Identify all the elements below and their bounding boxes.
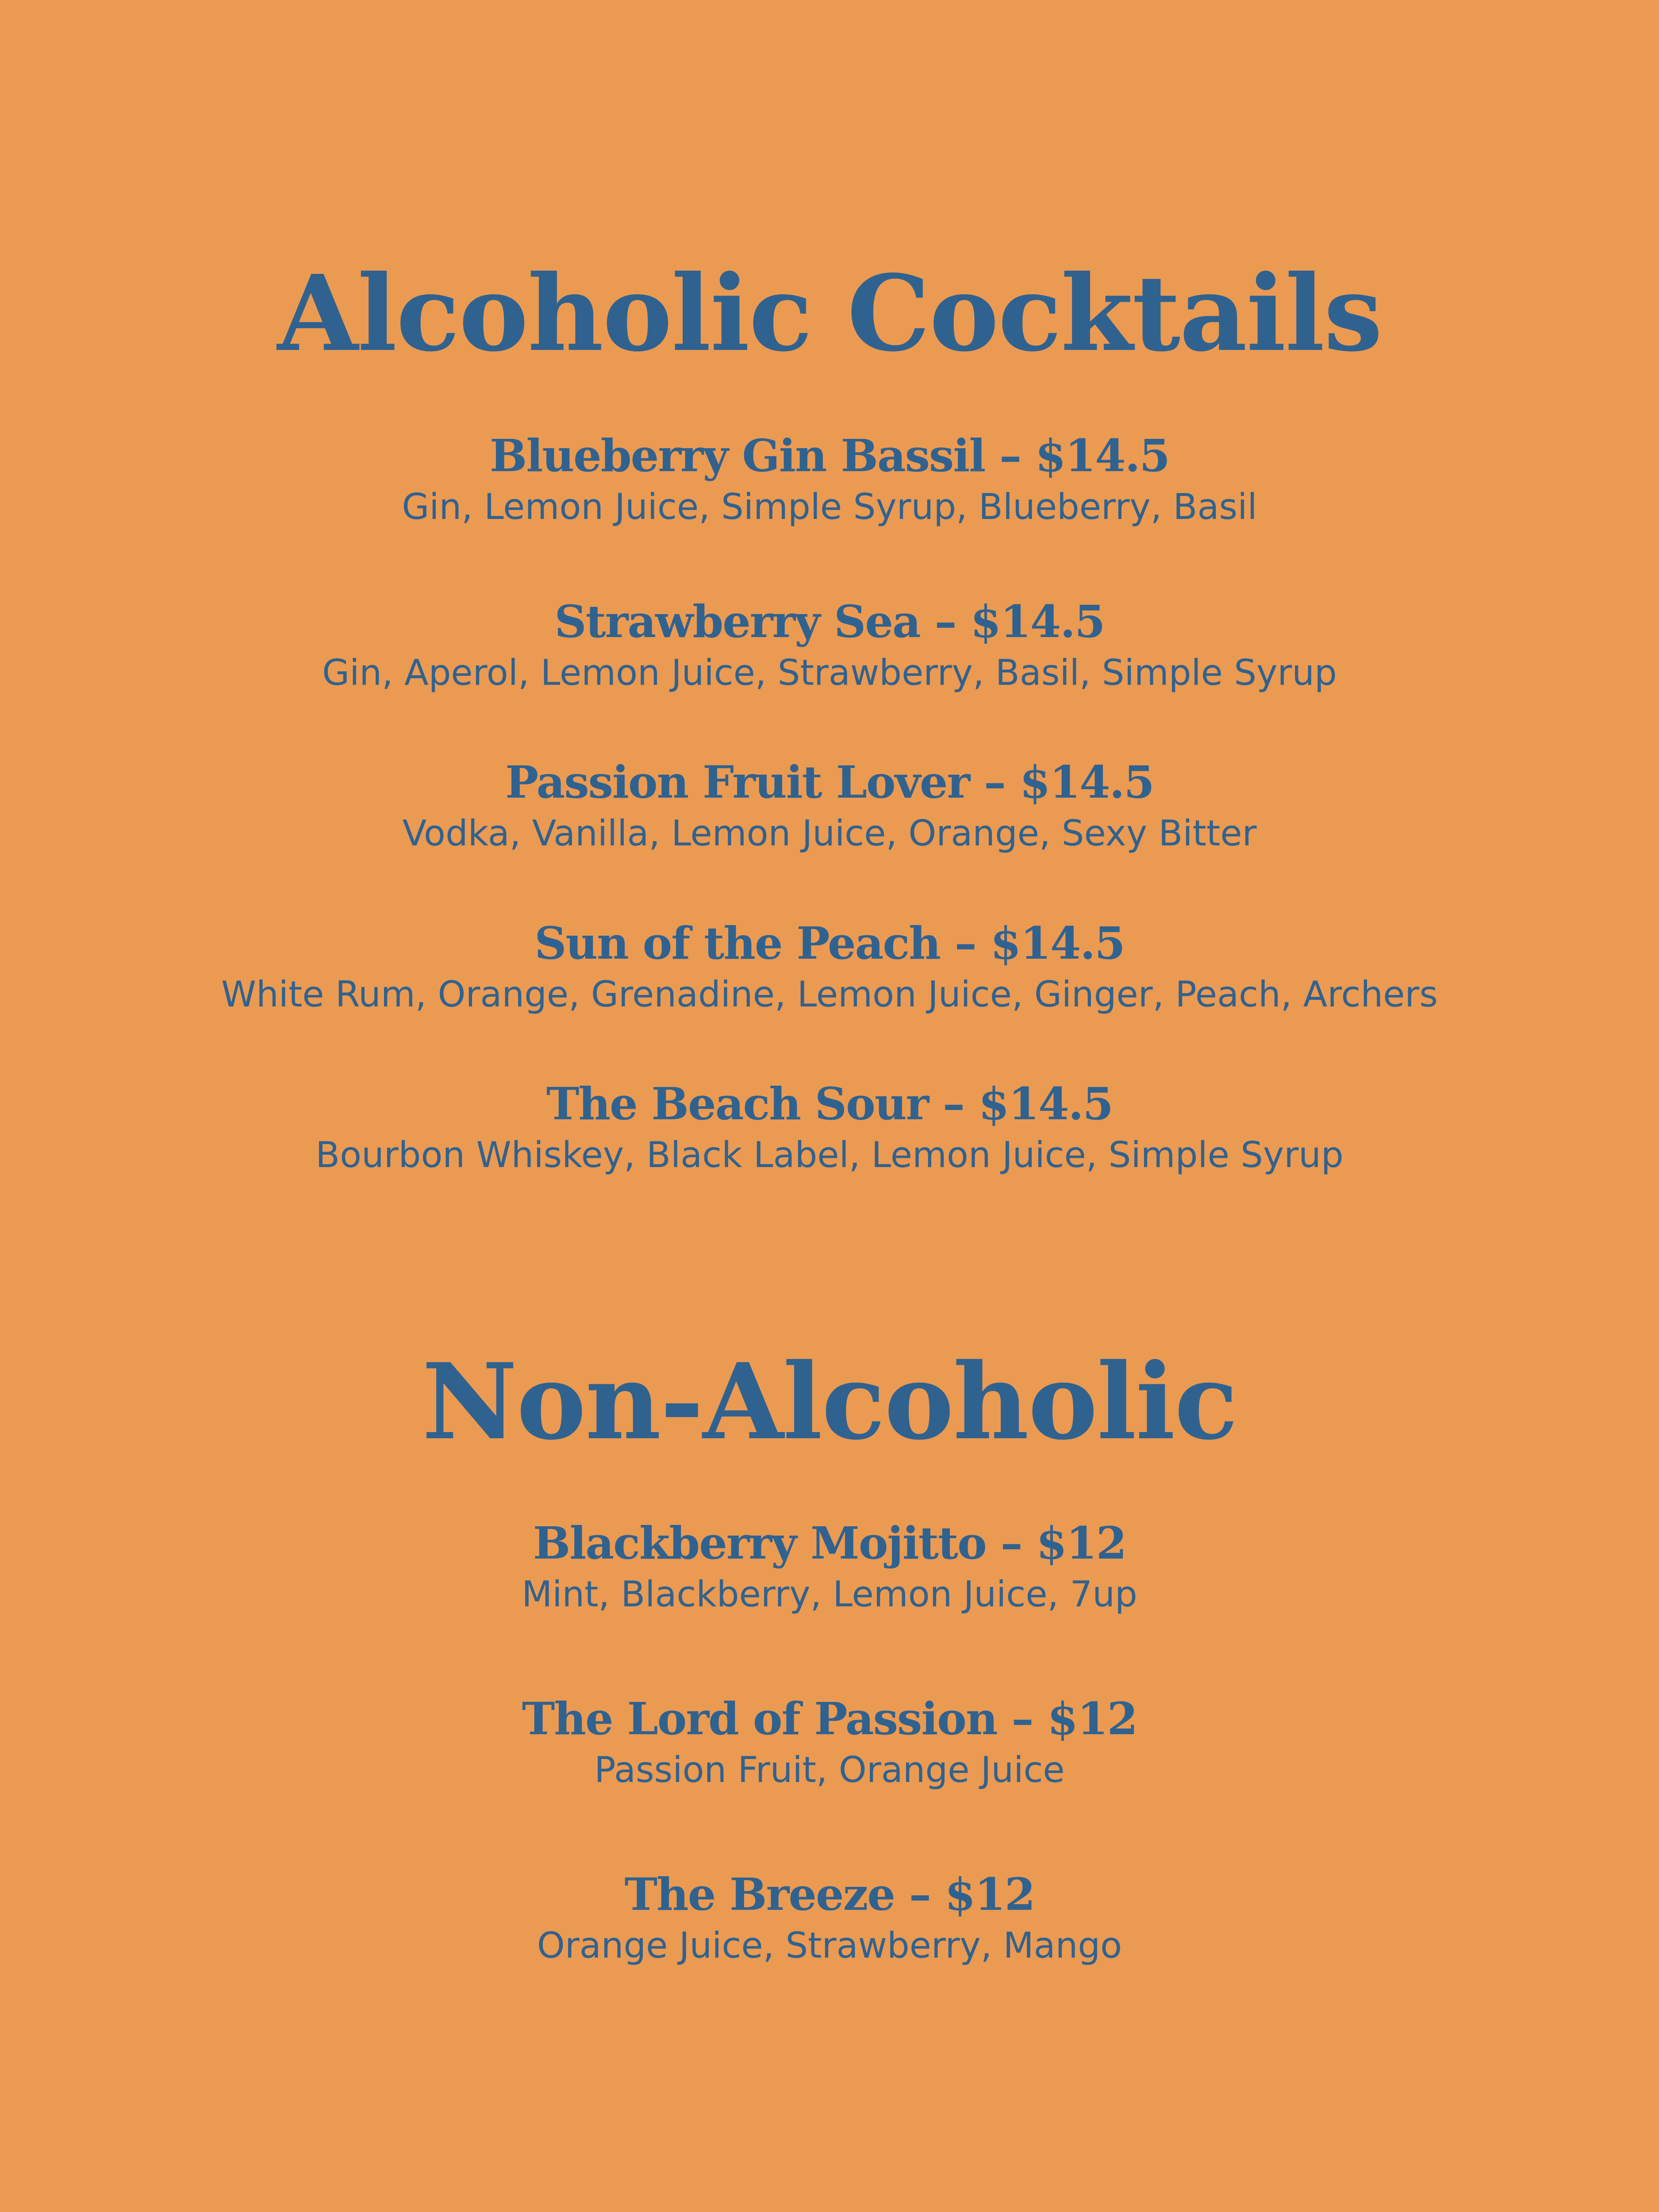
alcoholic-section <box>0 252 1659 375</box>
price-separator: – <box>969 756 1020 808</box>
section-title-non-alcoholic: Non-Alcoholic <box>422 1340 1237 1463</box>
price-separator: – <box>928 1078 979 1130</box>
section-title-alcoholic: Alcoholic Cocktails <box>277 252 1382 375</box>
menu-item <box>0 595 1659 693</box>
item-name: Blackberry Mojitto <box>533 1517 986 1569</box>
menu-item <box>0 1517 1659 1615</box>
item-name: Strawberry Sea <box>554 595 920 648</box>
item-name: The Lord of Passion <box>522 1693 997 1745</box>
price-separator: – <box>940 917 991 969</box>
item-ingredients: Gin, Lemon Juice, Simple Syrup, Blueberry, Basil <box>402 486 1257 527</box>
item-name: Passion Fruit Lover <box>505 756 970 808</box>
menu-item <box>0 1078 1659 1175</box>
item-ingredients: White Rum, Orange, Grenadine, Lemon Juice, Ginger, Peach, Archers <box>221 974 1438 1015</box>
item-ingredients: Bourbon Whiskey, Black Label, Lemon Juice, Simple Syrup <box>315 1134 1344 1175</box>
menu-item <box>0 756 1659 854</box>
non-alcoholic-section <box>0 1340 1659 1463</box>
item-ingredients: Gin, Aperol, Lemon Juice, Strawberry, Basil, Simple Syrup <box>322 652 1337 693</box>
item-ingredients: Mint, Blackberry, Lemon Juice, 7up <box>522 1574 1137 1615</box>
item-price: $14.5 <box>970 595 1105 648</box>
item-price: $14.5 <box>1019 756 1154 808</box>
item-name: The Breeze <box>624 1868 895 1920</box>
price-separator: – <box>985 430 1035 482</box>
item-price: $14.5 <box>990 917 1125 969</box>
item-name: Sun of the Peach <box>534 917 941 969</box>
menu-item <box>0 917 1659 1015</box>
price-separator: – <box>895 1868 945 1920</box>
item-ingredients: Orange Juice, Strawberry, Mango <box>537 1925 1122 1966</box>
item-price: $14.5 <box>1035 430 1170 482</box>
item-price: $14.5 <box>978 1078 1113 1130</box>
item-price: $12 <box>945 1868 1035 1920</box>
price-separator: – <box>997 1693 1048 1745</box>
price-separator: – <box>986 1517 1037 1569</box>
menu-item <box>0 430 1659 527</box>
menu-item <box>0 1693 1659 1790</box>
item-ingredients: Vodka, Vanilla, Lemon Juice, Orange, Sexy Bitter <box>402 813 1257 854</box>
item-price: $12 <box>1047 1693 1137 1745</box>
menu-item <box>0 1868 1659 1966</box>
price-separator: – <box>920 595 971 648</box>
item-price: $12 <box>1036 1517 1126 1569</box>
item-name: The Beach Sour <box>546 1078 929 1130</box>
item-name: Blueberry Gin Bassil <box>489 430 985 482</box>
item-ingredients: Passion Fruit, Orange Juice <box>594 1749 1065 1790</box>
